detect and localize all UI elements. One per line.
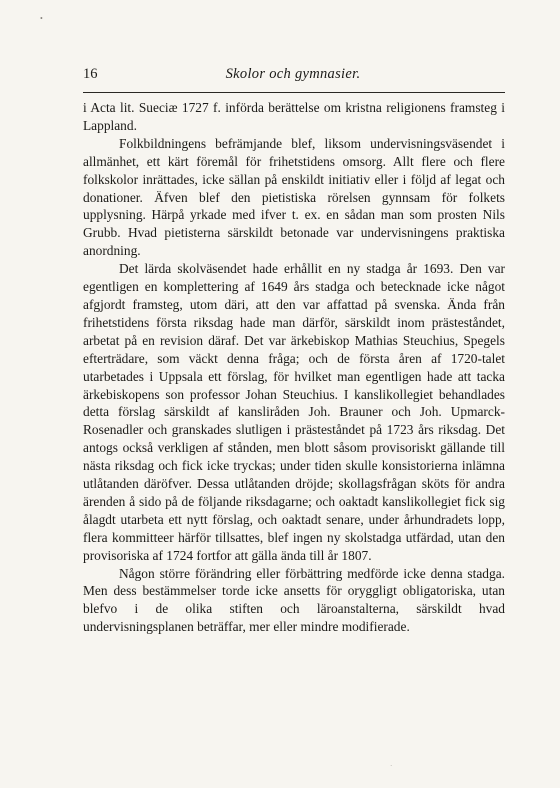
paragraph-4: Någon större förändring eller förbättring medförde icke denna stadga. Men dess bestämmelser torde icke ansetts för oryggligt obligatoriska, utan blefvo i de olika stiften och läroanstalterna, särskildt hvad undervisningsplanen beträffar, mer eller mindre modifierade. xyxy=(83,565,505,635)
page-header xyxy=(83,66,503,86)
paragraph-2: Folkbildningens befrämjande blef, liksom undervisningsväsendet i allmänhet, ett kärt föremål för frihetstidens omsorg. Allt flere och flere folkskolor inrättades, icke sällan på enskildt initiativ eller i följd af legat och donationer. Äfven blef den pietistiska rörelsen gynnsam för folkets upplysning. Härpå yrkade med ifver t. ex. en sådan man som prosten Nils Grubb. Hvad pietisterna särskildt betonade var undervisningens praktiska anordning. xyxy=(83,135,505,259)
running-title: Skolor och gymnasier. xyxy=(225,66,361,82)
top-left-mark: • xyxy=(40,14,43,23)
body-text xyxy=(83,99,505,636)
paragraph-3: Det lärda skolväsendet hade erhållit en ny stadga år 1693. Den var egentligen en komplettering af 1649 års stadga och betecknade icke något afgjordt framsteg, utom däri, att den var affattad på svenska. Ända från frihetstidens första riksdag hade man därför, särskildt inom prästeståndet, arbetat på en revision däraf. Det var ärkebiskop Mathias Steuchius, Spegels efterträdare, som väckt denna fråga; och de första åren af 1720-talet utarbetades i Uppsala ett förslag, för hvilket man egentligen hade att tacka ärkebiskopens son professor Johan Steuchius. I kanslikollegiet behandlades detta förslag särskildt af kansliråden Joh. Brauner och Joh. Upmarck-Rosenadler och granskades slutligen i prästeståndet på 1723 års riksdag. Det antogs också verkligen af stånden, men blott såsom provisoriskt gällande till nästa riksdag och fick icke tryckas; under tiden skulle konsistorierna inlämna utlåtanden däröfver. Dessa utlåtanden dröjde; skollagsfrågan sköts för andra ärenden å sido på de följande riksdagarne; och oaktadt kanslikollegiet fick sig ålagdt utarbeta ett nytt förslag, och oaktadt senare, under århundradets lopp, flera kommitteer härför tillsattes, blef ingen ny skolstadga utfärdad, utan den provisoriska af 1724 fortfor att gälla ända till år 1807. xyxy=(83,261,505,563)
paragraph-1: i Acta lit. Sueciæ 1727 f. införda berättelse om kristna religionens framsteg i Lappland. xyxy=(83,100,505,133)
page-number: 16 xyxy=(83,66,98,82)
bottom-mark: · xyxy=(390,762,393,770)
header-rule xyxy=(83,92,505,93)
